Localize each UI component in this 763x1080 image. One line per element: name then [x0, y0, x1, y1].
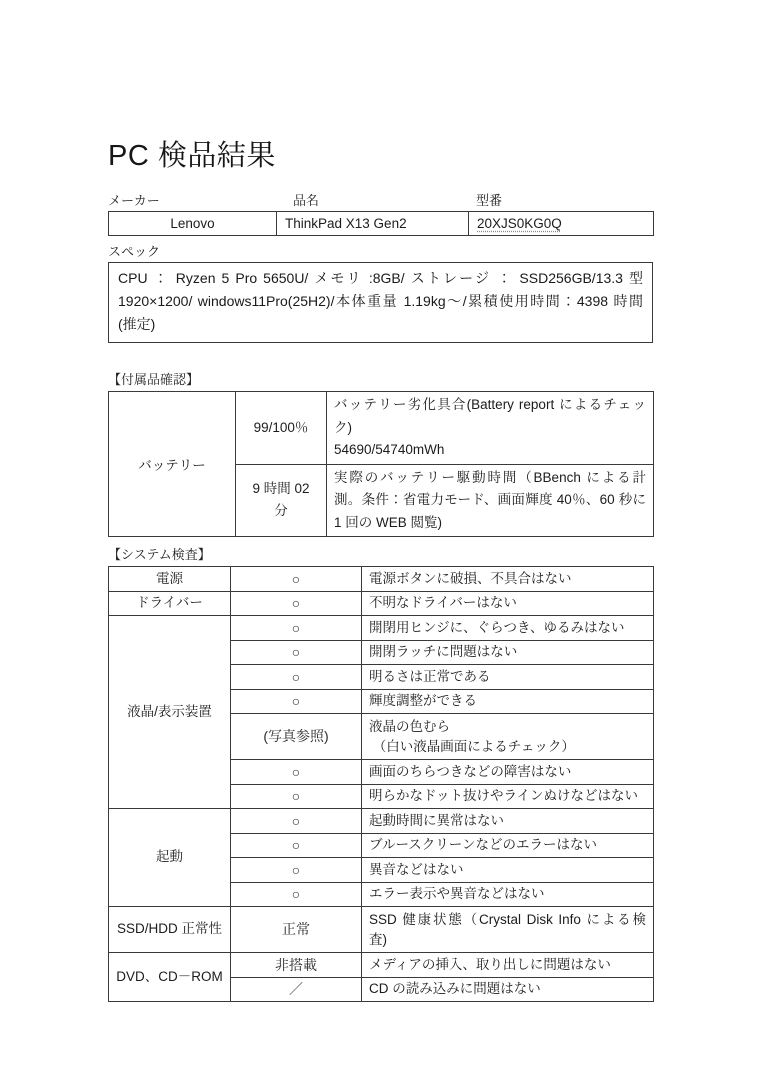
check-desc: 不明なドライバーはない [362, 591, 654, 616]
check-mark: ○ [231, 809, 362, 834]
system-group-label: 液晶/表示装置 [109, 616, 231, 809]
check-desc: 電源ボタンに破損、不具合はない [362, 567, 654, 592]
text-line: (推定) [118, 316, 156, 332]
product-header-row [108, 190, 653, 209]
battery-value [236, 464, 327, 537]
check-desc: 明らかなドット抜けやラインぬけなどはない [362, 784, 654, 809]
check-desc: 異音などはない [362, 858, 654, 883]
check-desc: 輝度調整ができる [362, 689, 654, 714]
spec-label: スペック [108, 244, 161, 259]
battery-desc [327, 392, 654, 465]
check-desc: 明るさは正常である [362, 665, 654, 690]
check-desc: 開閉ラッチに問題はない [362, 640, 654, 665]
check-desc: CD の読み込みに問題はない [362, 977, 654, 1002]
check-desc: ブルースクリーンなどのエラーはない [362, 833, 654, 858]
battery-value-line: 99/100％ [253, 419, 309, 435]
system-row [109, 953, 654, 978]
system-row [109, 567, 654, 592]
page-title: PC 検品結果 [108, 140, 276, 172]
text-line: 1920×1200/ windows11Pro(25H2)/本体重量 1.19kg～/累積使用時間：4398 時間 [118, 293, 643, 309]
check-mark: ○ [231, 784, 362, 809]
model-value [469, 212, 654, 236]
check-mark: ○ [231, 833, 362, 858]
battery-table-body [109, 392, 654, 537]
check-desc: 起動時間に異常はない [362, 809, 654, 834]
model-number-text: 20XJS0KG0Q [477, 216, 562, 231]
check-mark: ／ [231, 977, 362, 1002]
check-desc: 開閉用ヒンジに、ぐらつき、ゆるみはない [362, 616, 654, 641]
system-row [109, 809, 654, 834]
system-group-label: ドライバー [109, 591, 231, 616]
system-table [108, 566, 654, 1002]
check-mark: ○ [231, 858, 362, 883]
check-desc: エラー表示や異音などはない [362, 882, 654, 907]
check-mark: ○ [231, 665, 362, 690]
text-line: バッテリー劣化具合(Battery report によるチェッ [334, 397, 646, 412]
system-section-label: 【システム検査】 [108, 547, 211, 562]
battery-value-line: 分 [274, 503, 288, 519]
product-table [108, 211, 654, 236]
battery-desc [327, 464, 654, 537]
system-group-label: SSD/HDD 正常性 [109, 907, 231, 953]
product-name-value: ThinkPad X13 Gen2 [277, 212, 469, 236]
battery-row [109, 392, 654, 465]
document-content [108, 136, 653, 1022]
system-row [109, 616, 654, 641]
check-mark: ○ [231, 567, 362, 592]
battery-value [236, 392, 327, 465]
text-line: （白い液晶画面によるチェック） [369, 738, 575, 754]
battery-table [108, 391, 654, 537]
text-line: 査) [369, 931, 387, 947]
text-line: 測。条件：省電力モード、画面輝度 40％、60 秒に [334, 492, 646, 507]
text-line: 液晶の色むら [369, 718, 450, 734]
model-header-label: 型番 [476, 193, 503, 208]
text-line: SSD 健康状態（Crystal Disk Info による検 [369, 911, 646, 927]
product-row [109, 212, 654, 236]
maker-header-label: メーカー [108, 193, 160, 208]
maker-value: Lenovo [109, 212, 277, 236]
text-line: CPU ： Ryzen 5 Pro 5650U/ メモリ :8GB/ ストレージ ： SSD256GB/13.3 型 [118, 270, 643, 286]
system-row [109, 907, 654, 953]
system-group-label: 起動 [109, 809, 231, 907]
text-line: 54690/54740mWh [334, 442, 445, 457]
product-name-header-label: 品名 [293, 193, 320, 208]
check-desc [362, 714, 654, 760]
system-row [109, 591, 654, 616]
battery-value-line: 9 時間 02 [252, 481, 310, 497]
accessories-section-label: 【付属品確認】 [108, 372, 200, 387]
spec-box [108, 262, 653, 343]
system-group-label: 電源 [109, 567, 231, 592]
check-mark: ○ [231, 591, 362, 616]
text-line: ク) [334, 419, 352, 435]
check-mark: (写真参照) [231, 714, 362, 760]
check-mark: 正常 [231, 907, 362, 953]
check-mark: ○ [231, 689, 362, 714]
battery-label: バッテリー [109, 392, 236, 537]
check-desc: メディアの挿入、取り出しに問題はない [362, 953, 654, 978]
check-mark: ○ [231, 616, 362, 641]
system-table-body [109, 567, 654, 1002]
check-desc: 画面のちらつきなどの障害はない [362, 760, 654, 785]
check-mark: 非搭載 [231, 953, 362, 978]
text-line: 実際のバッテリー駆動時間（BBench による計 [334, 469, 646, 485]
check-mark: ○ [231, 882, 362, 907]
check-desc [362, 907, 654, 953]
system-group-label: DVD、CD－ROM [109, 953, 231, 1002]
check-mark: ○ [231, 760, 362, 785]
check-mark: ○ [231, 640, 362, 665]
text-line: 1 回の WEB 閲覧) [334, 514, 443, 530]
